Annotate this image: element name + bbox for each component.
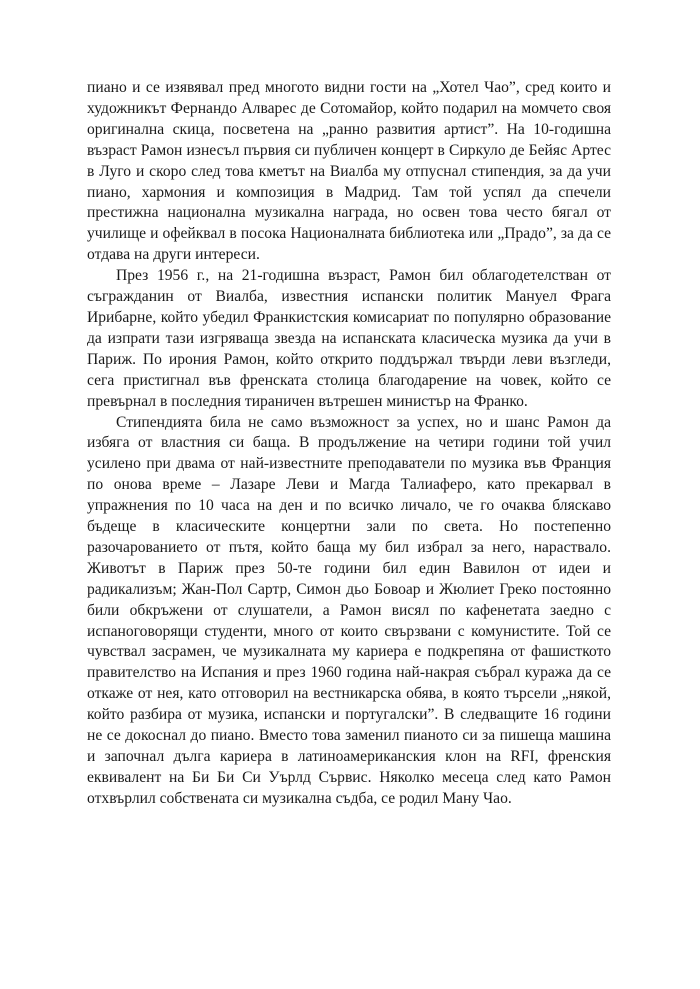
body-text — [87, 78, 611, 810]
paragraph-continuation: пиано и се изявявал пред многото видни гости на „Хотел Чао”, сред които и художникът Фернандо Алварес де Сотомайор, който подарил на момчето своя оригинална скица, посветена на „ранно развития артист”. На 10-годишна възраст Рамон изнесъл първия си публичен концерт в Сиркуло де Бейяс Артес в Луго и скоро след това кметът на Виалба му отпуснал стипендия, за да учи пиано, хармония и композиция в Мадрид. Там той успял да спечели престижна национална музикална награда, но освен това често бягал от училище и офейквал в посока Националната библиотека или „Прадо”, за да се отдава на други интереси. — [87, 79, 611, 264]
paragraph: През 1956 г., на 21-годишна възраст, Рамон бил облагодетелстван от съгражданин от Виалба, известния испански политик Мануел Фрага Ирибарне, който убедил Франкистския комисариат по популярно образование да изпрати тази изгряваща звезда на испанската класическа музика да учи в Париж. По ирония Рамон, който открито поддържал твърди леви възгледи, сега пристигнал във френската столица благодарение на човек, който се превърнал в последния тираничен вътрешен министър на Франко. — [87, 267, 611, 410]
paragraph: Стипендията била не само възможност за успех, но и шанс Рамон да избяга от властния си баща. В продължение на четири години той учил усилено при двама от най-известните преподаватели по музика във Франция по онова време – Лазаре Леви и Магда Талиаферо, като прекарвал в упражнения по 10 часа на ден и по всичко личало, че го очаква бляскаво бъдеще в класическите концертни зали по света. Но постепенно разочарованието от пътя, който баща му бил избрал за него, нараствало. Животът в Париж през 50-те години бил един Вавилон от идеи и радикализъм; Жан-Пол Сартр, Симон дьо Бовоар и Жюлиет Греко постоянно били обкръжени от слушатели, а Рамон висял по кафенетата заедно с испаноговорящи студенти, много от които свързвани с комунистите. Той се чувствал засрамен, че музикалната му кариера е подкрепяна от фашисткото правителство на Испания и през 1960 година най-накрая събрал куража да се откаже от нея, като отговорил на вестникарска обява, в която търсели „някой, който разбира от музика, испански и португалски”. В следващите 16 години не се докоснал до пиано. Вместо това заменил пианото си за пишеща машина и започнал дълга кариера в латиноамериканския клон на RFI, френския еквивалент на Би Би Си Уърлд Сървис. Няколко месеца след като Рамон отхвърлил собствената си музикална съдба, се родил Ману Чао. — [87, 413, 611, 807]
